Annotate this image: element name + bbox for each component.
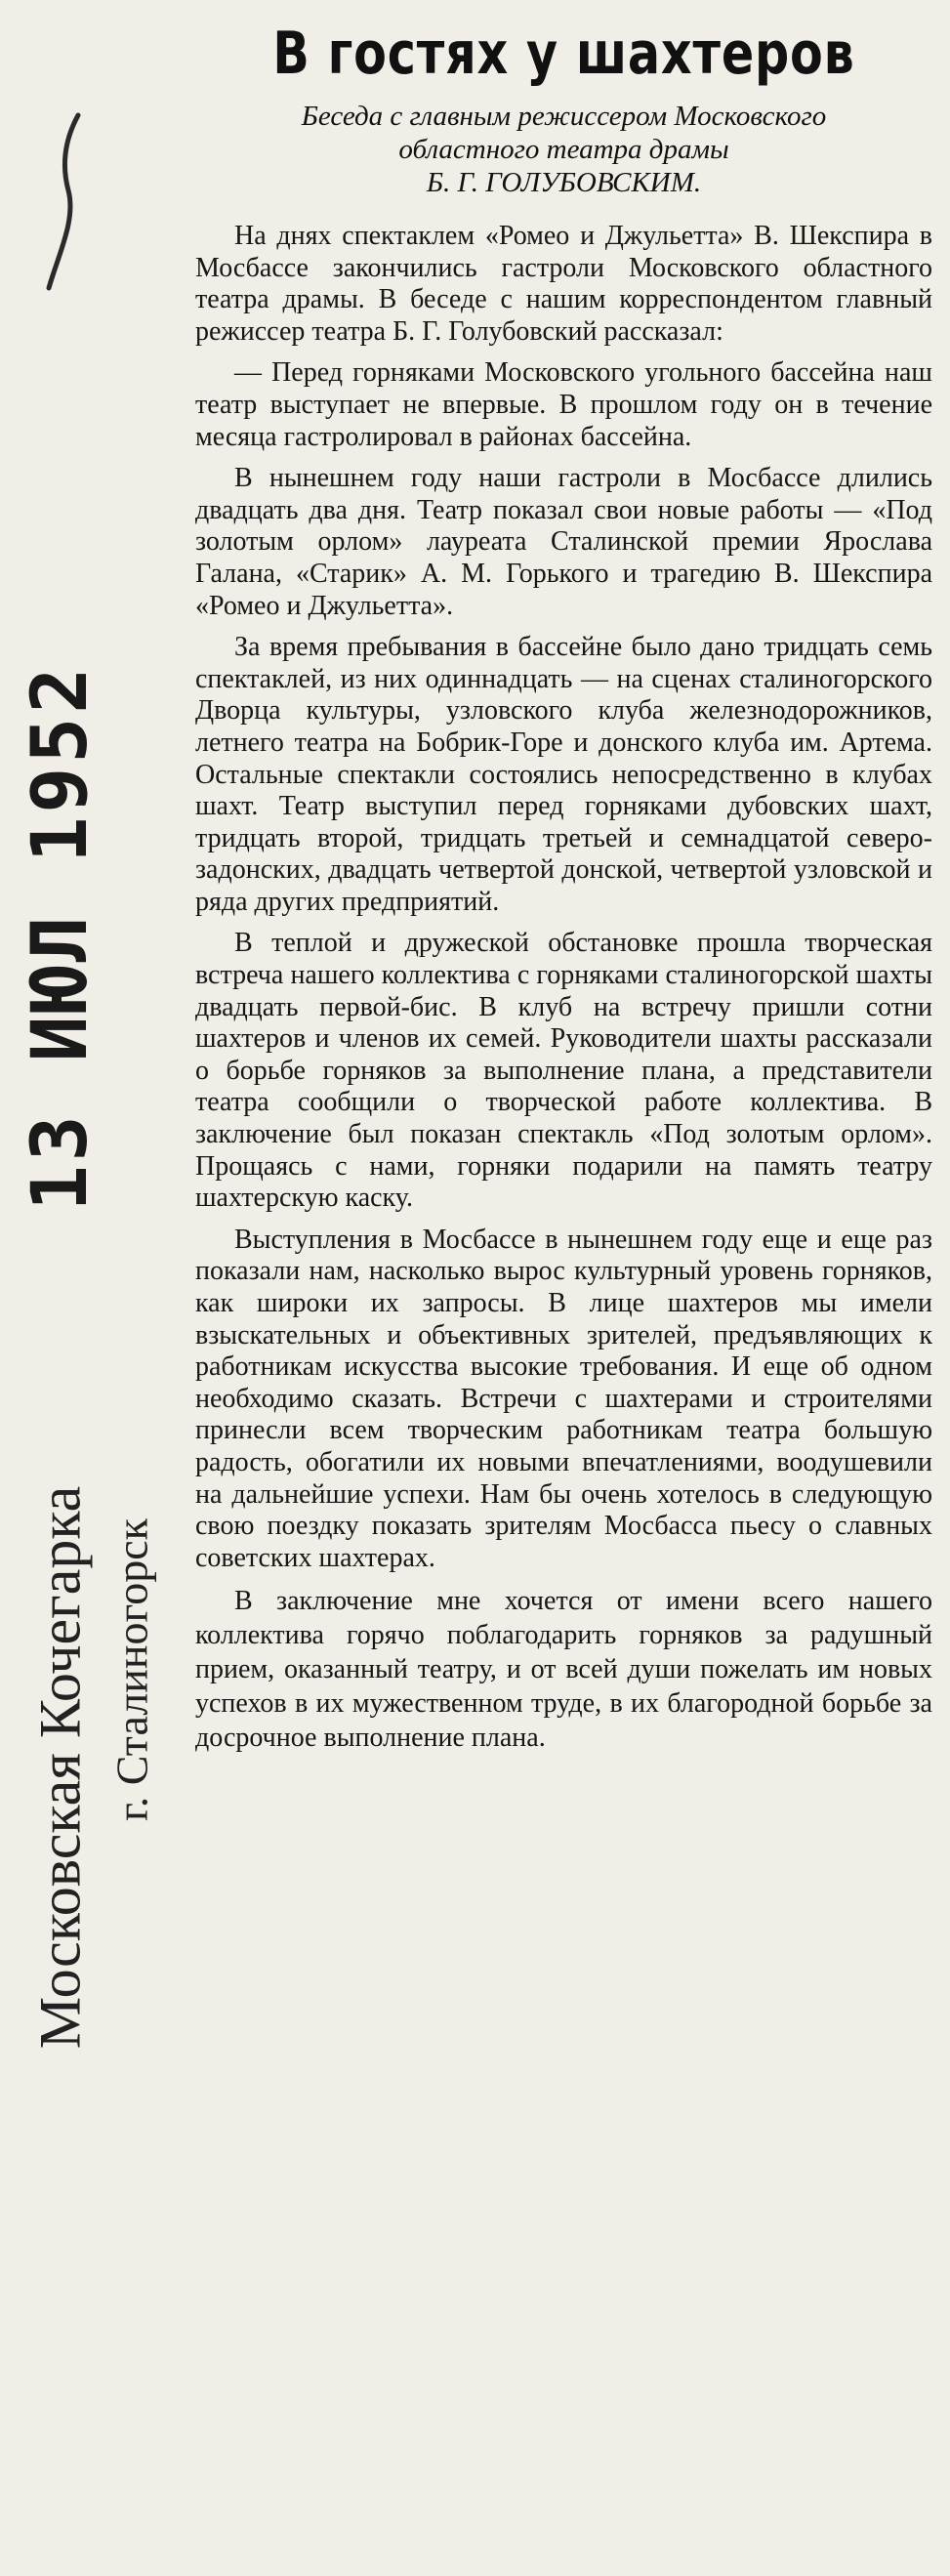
article-paragraph: За время пребывания в бассейне было дано тридцать семь спектаклей, из них одиннадцать — на сценах сталиногорского Дворца культуры, узловского клуба железнодорожников, летнего театра на Бобрик-Горе и донского клуба им. Артема. Остальные спектакли состоялись непосредственно в клубах шахт. Театр выступил перед горняками дубовских шахт, тридцать второй, тридцать третьей и семнадцатой северо-задонских, двадцать четвертой донской, четвертой узловской и ряда других предприятий. (195, 632, 932, 917)
pencil-mark (39, 107, 98, 303)
article-paragraph: В теплой и дружеской обстановке прошла творческая встреча нашего коллектива с горняками сталиногорской шахты двадцать первой-бис. В клуб на встречу пришли сотни шахтеров и членов их семей. Руководители шахты рассказали о борьбе горняков за выполнение плана, а представители театра сообщили о творческой работе коллектива. В заключение был показан спектакль «Под золотым орлом». Прощаясь с нами, горняки подарили на память театру шахтерскую каску. (195, 928, 932, 1214)
subhead-line: областного театра драмы (398, 134, 729, 165)
article-paragraph: В нынешнем году наши гастроли в Мосбассе длились двадцать два дня. Театр показал свои новые работы — «Под золотым орлом» лауреата Сталинской премии Ярослава Галана, «Старик» А. М. Горького и трагедию В. Шекспира «Ромео и Джульетта». (195, 463, 932, 621)
article-paragraph: Выступления в Мосбассе в нынешнем году еще и еще раз показали нам, насколько вырос культурный уровень горняков, как широки их запросы. В лице шахтеров мы имели взыскательных и объективных зрителей, предъявляющих к работникам искусства высокие требования. И еще об одном необходимо сказать. Встречи с шахтерами и строителями принесли всем творческим работникам театра большую радость, обогатили их новыми впечатлениями, воодушевили на дальнейшие успехи. Нам бы очень хотелось в следующую свою поездку показать зрителям Мосбасса пьесу о славных советских шахтерах. (195, 1224, 932, 1573)
newspaper-city: г. Сталиногорск (106, 1518, 157, 1821)
article-subhead (195, 100, 932, 199)
subhead-line: Беседа с главным режиссером Московского (301, 101, 827, 132)
article-paragraph: В заключение мне хочется от имени всего нашего коллектива горячо поблагодарить горняков за радушный прием, оказанный театру, и от всей души пожелать им новых успехов в их мужественном труде, в их благородной борьбе за досрочное выполнение плана. (195, 1586, 932, 1754)
article (195, 14, 932, 1765)
newspaper-name: Московская Кочегарка (27, 1485, 93, 2050)
subhead-author: Б. Г. ГОЛУБОВСКИМ. (426, 167, 702, 198)
article-paragraph: — Перед горняками Московского угольного бассейна наш театр выступает не впервые. В прошлом году он в течение месяца гастролировал в районах бассейна. (195, 357, 932, 452)
article-paragraph: На днях спектаклем «Ромео и Джульетта» В. Шекспира в Мосбассе закончились гастроли Московского областного театра драмы. В беседе с нашим корреспондентом главный режиссер театра Б. Г. Голубовский рассказал: (195, 221, 932, 347)
article-headline: В гостях у шахтеров (272, 20, 855, 88)
date-stamp: 13 ИЮЛ 1952 (17, 663, 104, 1212)
